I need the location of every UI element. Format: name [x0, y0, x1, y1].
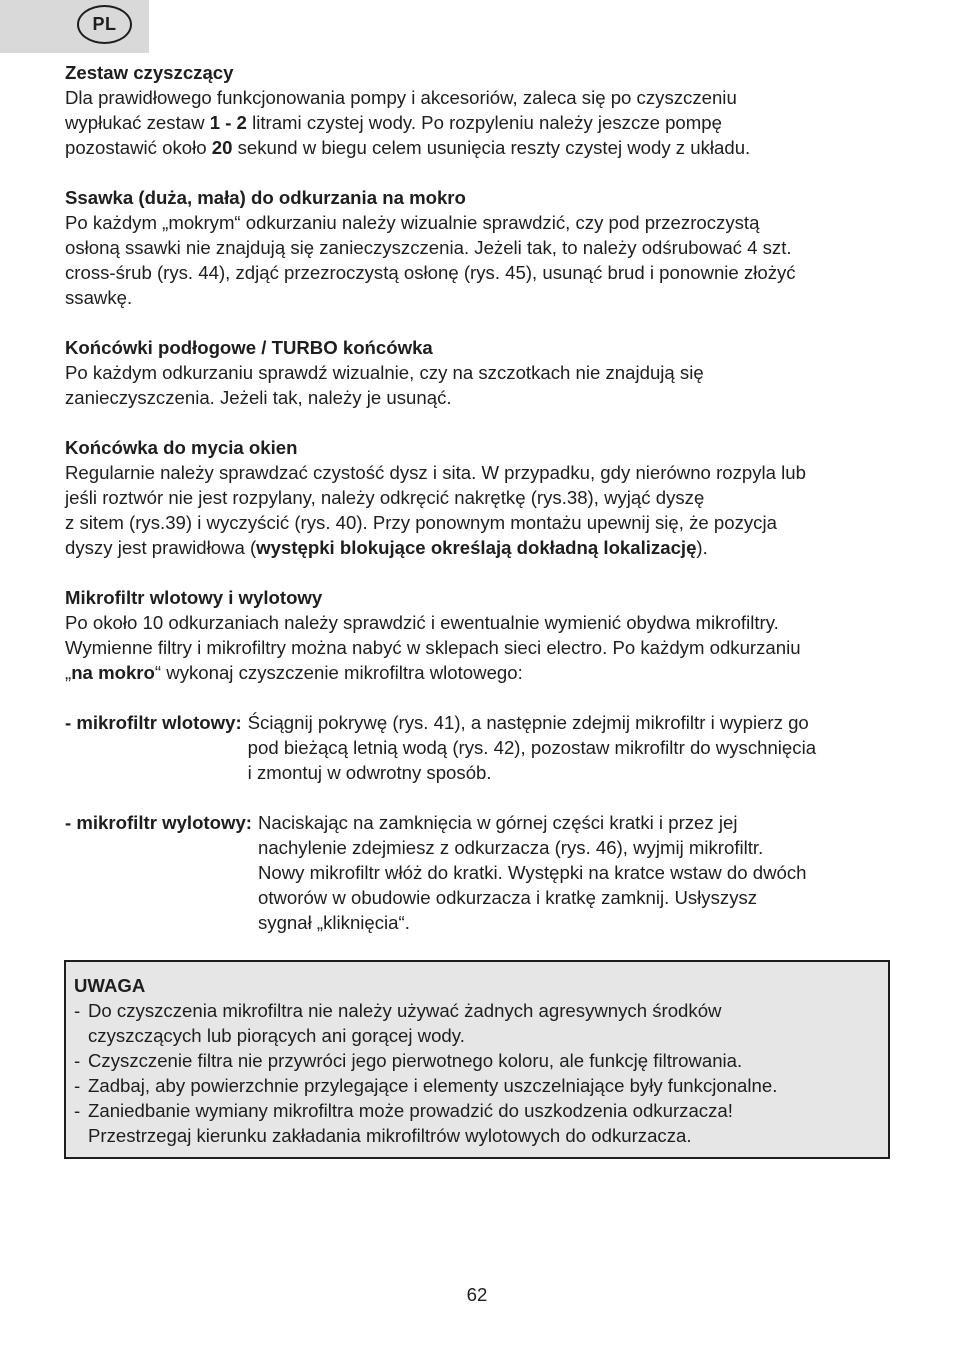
paragraph-line	[65, 210, 895, 235]
emphasis-text: występki blokujące określają dokładną lokalizację	[256, 537, 697, 558]
definition-line: Nowy mikrofiltr włóż do kratki. Występki na kratce wstaw do dwóch	[257, 862, 807, 883]
warning-title: UWAGA	[74, 975, 146, 996]
section-heading: Końcówka do mycia okien	[65, 437, 298, 458]
warning-item	[74, 1073, 880, 1098]
emphasis-text: 20	[211, 137, 233, 158]
paragraph-line	[65, 285, 895, 310]
definition-line: nachylenie zdejmiesz z odkurzacza (rys. 46), wyjmij mikrofiltr.	[257, 837, 764, 858]
section	[65, 335, 895, 410]
warning-line: Zaniedbanie wymiany mikrofiltra może prowadzić do uszkodzenia odkurzacza!	[88, 1100, 733, 1121]
body-text: litrami czystej wody. Po rozpyleniu należy jeszcze pompę	[246, 112, 722, 133]
section-heading: Ssawka (duża, mała) do odkurzania na mokro	[65, 187, 466, 208]
definition-line: otworów w obudowie odkurzacza i kratkę zamknij. Usłyszysz	[257, 887, 758, 908]
warning-item	[74, 1098, 880, 1148]
body-text: Po każdym odkurzaniu sprawdź wizualnie, czy na szczotkach nie znajdują się	[65, 362, 704, 383]
warning-text	[88, 1073, 880, 1098]
warning-line: Zadbaj, aby powierzchnie przylegające i elementy uszczelniające były funkcjonalne.	[88, 1075, 778, 1096]
page-number: 62	[466, 1284, 488, 1305]
bullet-dash: -	[74, 1100, 81, 1121]
emphasis-text: 1 - 2	[209, 112, 247, 133]
section	[65, 60, 895, 160]
body-text: ).	[696, 537, 708, 558]
paragraph-line	[65, 485, 895, 510]
bullet-dash: -	[74, 1050, 81, 1071]
section	[65, 185, 895, 310]
body-text: “ wykonaj czyszczenie mikrofiltra wlotowego:	[154, 662, 523, 683]
body-text: Po każdym „mokrym“ odkurzaniu należy wizualnie sprawdzić, czy pod przezroczystą	[65, 212, 760, 233]
paragraph-line	[65, 610, 895, 635]
main-content	[65, 60, 895, 960]
body-text: cross-śrub (rys. 44), zdjąć przezroczystą osłonę (rys. 45), usunąć brud i ponownie złożyć	[65, 262, 796, 283]
section-heading: Końcówki podłogowe / TURBO końcówka	[65, 337, 433, 358]
language-tab	[0, 0, 149, 53]
definition-item	[65, 710, 895, 785]
warning-line: Przestrzegaj kierunku zakładania mikrofiltrów wylotowych do odkurzacza.	[88, 1125, 692, 1146]
paragraph-line	[65, 660, 895, 685]
body-text: jeśli roztwór nie jest rozpylany, należy odkręcić nakrętkę (rys.38), wyjąć dyszę	[65, 487, 705, 508]
definition-body	[258, 810, 895, 935]
body-text: Regularnie należy sprawdzać czystość dysz i sita. W przypadku, gdy nierówno rozpyla lub	[65, 462, 806, 483]
warning-text	[88, 1048, 880, 1073]
paragraph-line	[65, 260, 895, 285]
warning-box	[64, 960, 890, 1159]
paragraph-line	[65, 510, 895, 535]
paragraph-line	[65, 535, 895, 560]
warning-item	[74, 1048, 880, 1073]
body-text: Po około 10 odkurzaniach należy sprawdzić i ewentualnie wymienić obydwa mikrofiltry.	[65, 612, 779, 633]
definition-label: - mikrofiltr wylotowy:	[65, 812, 252, 833]
emphasis-text: na mokro	[71, 662, 155, 683]
warning-line: Czyszczenie filtra nie przywróci jego pierwotnego koloru, ale funkcję filtrowania.	[88, 1050, 743, 1071]
body-text: pozostawić około	[65, 137, 212, 158]
definitions	[65, 710, 895, 935]
bullet-dash: -	[74, 1000, 81, 1021]
body-text: z sitem (rys.39) i wyczyścić (rys. 40). Przy ponownym montażu upewnij się, że pozycja	[65, 512, 777, 533]
body-text: wypłukać zestaw	[65, 112, 210, 133]
definition-body	[248, 710, 895, 785]
sections	[65, 60, 895, 685]
body-text: zanieczyszczenia. Jeżeli tak, należy je usunąć.	[65, 387, 452, 408]
body-text: dyszy jest prawidłowa (	[65, 537, 257, 558]
language-badge: PL	[77, 5, 132, 44]
paragraph-line	[65, 385, 895, 410]
body-text: sekund w biegu celem usunięcia reszty czystej wody z układu.	[232, 137, 751, 158]
definition-label: - mikrofiltr wlotowy:	[65, 712, 242, 733]
warning-list	[74, 998, 880, 1148]
paragraph-line	[65, 235, 895, 260]
warning-item	[74, 998, 880, 1048]
paragraph-line	[65, 460, 895, 485]
section	[65, 435, 895, 560]
section	[65, 585, 895, 685]
body-text: ssawkę.	[65, 287, 133, 308]
body-text: osłoną ssawki nie znajdują się zanieczyszczenia. Jeżeli tak, to należy odśrubować 4 szt.	[65, 237, 792, 258]
warning-text	[88, 1098, 880, 1148]
warning-text	[88, 998, 880, 1048]
section-heading: Zestaw czyszczący	[65, 62, 234, 83]
paragraph-line	[65, 360, 895, 385]
definition-line: i zmontuj w odwrotny sposób.	[247, 762, 492, 783]
definition-line: sygnał „kliknięcia“.	[257, 912, 410, 933]
body-text: Wymienne filtry i mikrofiltry można nabyć w sklepach sieci electro. Po każdym odkurzaniu	[65, 637, 801, 658]
section-heading: Mikrofiltr wlotowy i wylotowy	[65, 587, 323, 608]
paragraph-line	[65, 85, 895, 110]
paragraph-line	[65, 110, 895, 135]
warning-line: Do czyszczenia mikrofiltra nie należy używać żadnych agresywnych środków	[88, 1000, 722, 1021]
definition-item	[65, 810, 895, 935]
definition-line: Ściągnij pokrywę (rys. 41), a następnie zdejmij mikrofiltr i wypierz go	[247, 712, 809, 733]
paragraph-line	[65, 135, 895, 160]
body-text: Dla prawidłowego funkcjonowania pompy i akcesoriów, zaleca się po czyszczeniu	[65, 87, 737, 108]
definition-line: pod bieżącą letnią wodą (rys. 42), pozostaw mikrofiltr do wyschnięcia	[247, 737, 817, 758]
bullet-dash: -	[74, 1075, 81, 1096]
warning-line: czyszczących lub piorących ani gorącej wody.	[88, 1025, 465, 1046]
paragraph-line	[65, 635, 895, 660]
body-text: „	[65, 662, 72, 683]
definition-line: Naciskając na zamknięcia w górnej części kratki i przez jej	[257, 812, 738, 833]
